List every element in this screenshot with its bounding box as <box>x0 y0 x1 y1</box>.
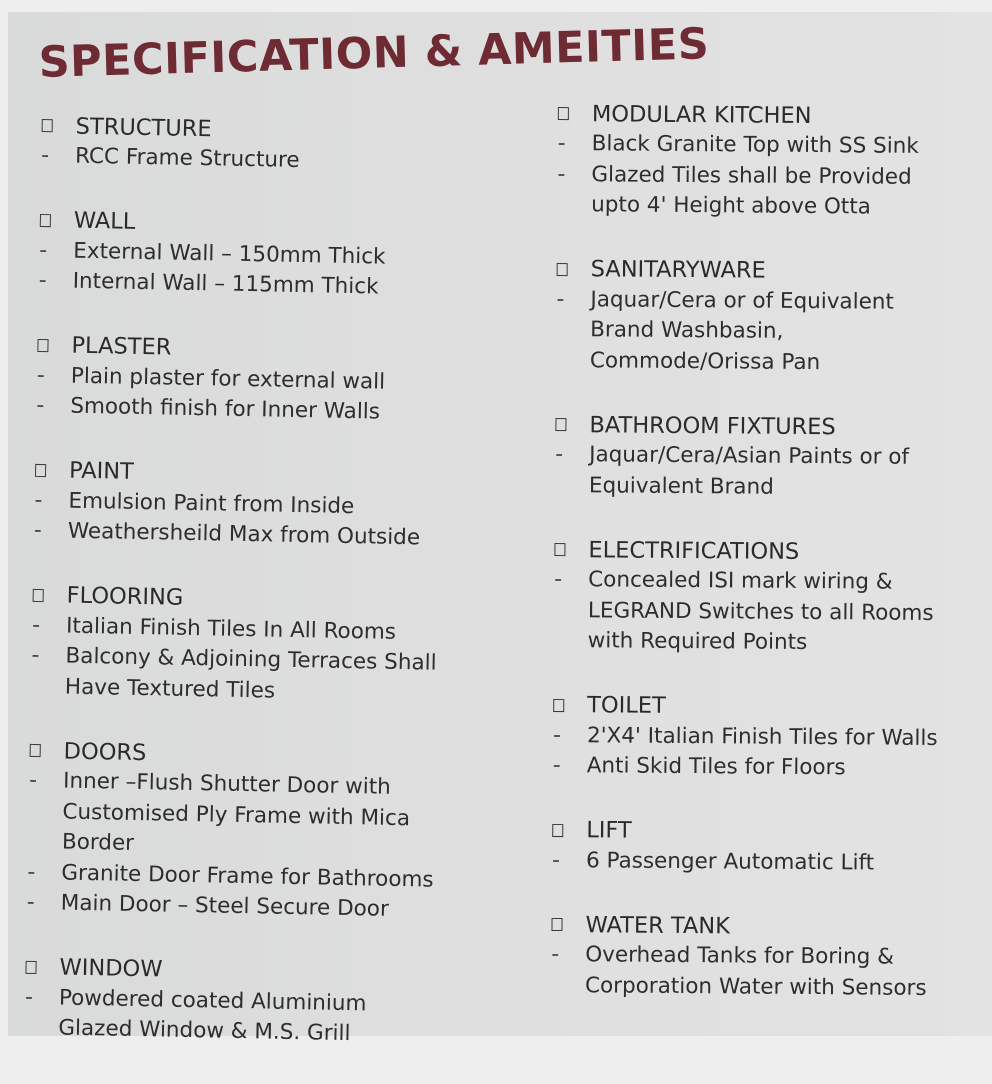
dash-bullet: - <box>557 161 566 187</box>
spec-item <box>24 982 431 1051</box>
spec-item-text <box>72 267 378 303</box>
spec-item-text <box>65 642 437 710</box>
dash-bullet: - <box>552 722 562 748</box>
checkbox-square-icon <box>25 960 36 973</box>
dash-bullet: - <box>555 441 564 468</box>
dash-bullet: - <box>31 642 40 669</box>
dash-bullet: - <box>40 142 50 169</box>
checkbox-square-icon <box>558 107 569 120</box>
spec-item-line: Anti Skid Tiles for Floors <box>586 753 846 781</box>
spec-item-line: Commode/Orissa Pan <box>589 347 821 375</box>
spec-item-text <box>592 129 919 162</box>
checkbox-square-icon <box>552 823 563 836</box>
spec-item <box>556 284 941 379</box>
section-heading-text: PAINT <box>68 457 135 485</box>
checkbox-square-icon <box>37 338 48 351</box>
section-heading <box>557 253 942 287</box>
dash-bullet: - <box>557 130 566 157</box>
spec-item-line: Powdered coated Aluminium <box>58 984 367 1016</box>
spec-item-line: Have Textured Tiles <box>64 674 276 704</box>
spec-item-line: Glazed Window & M.S. Grill <box>58 1015 351 1047</box>
spec-item-text <box>68 517 421 554</box>
spec-item-text <box>589 440 909 504</box>
section-doors <box>26 735 436 926</box>
spec-item-text <box>586 846 874 879</box>
section-plaster <box>36 329 444 429</box>
section-electrifications <box>554 534 940 660</box>
section-heading-text: WATER TANK <box>585 911 730 939</box>
section-bathroom-fixtures <box>555 409 940 504</box>
section-sanitaryware <box>556 253 942 379</box>
dash-bullet: - <box>554 566 563 593</box>
spec-item-line: Inner –Flush Shutter Door with <box>62 768 391 800</box>
dash-bullet: - <box>38 267 47 294</box>
section-heading-text: BATHROOM FIXTURES <box>589 411 836 440</box>
dash-bullet: - <box>34 487 43 513</box>
right-column <box>551 98 943 1037</box>
spec-item <box>554 565 939 660</box>
section-heading-text: ELECTRIFICATIONS <box>588 536 800 565</box>
spec-item-line: 2'X4' Italian Finish Tiles for Walls <box>586 722 938 751</box>
spec-item-line: Black Granite Top with SS Sink <box>591 131 919 159</box>
spec-item <box>31 641 438 710</box>
checkbox-square-icon <box>555 418 566 431</box>
section-toilet <box>553 689 938 784</box>
section-heading-text: PLASTER <box>71 332 172 361</box>
spec-item <box>557 159 942 223</box>
spec-item-line: External Wall – 150mm Thick <box>73 238 386 270</box>
section-heading-text: STRUCTURE <box>75 113 212 142</box>
spec-item <box>558 129 943 163</box>
spec-item-text <box>587 721 938 754</box>
section-heading <box>554 534 939 568</box>
page-title: SPECIFICATION & AMEITIES <box>38 19 710 88</box>
dash-bullet: - <box>551 847 561 873</box>
spec-item-line: Glazed Tiles shall be Provided <box>591 161 912 190</box>
section-modular-kitchen <box>557 98 943 224</box>
dash-bullet: - <box>39 237 48 263</box>
spec-item-line: Jaquar/Cera/Asian Paints or of <box>589 442 910 470</box>
checkbox-square-icon <box>553 698 564 711</box>
spec-item-line: upto 4' Height above Otta <box>591 192 872 220</box>
spec-item-line: Border <box>61 829 135 856</box>
spec-item-line: Jaquar/Cera or of Equivalent <box>590 286 895 315</box>
spec-item <box>551 940 936 1004</box>
spec-item-line: Plain plaster for external wall <box>70 363 386 395</box>
section-heading-text: DOORS <box>63 738 147 766</box>
dash-bullet: - <box>33 517 43 544</box>
section-lift <box>552 814 937 879</box>
spec-item-text <box>587 751 846 784</box>
spec-item <box>553 720 938 754</box>
section-heading <box>558 98 943 132</box>
dash-bullet: - <box>36 392 45 419</box>
spec-item-line: Balcony & Adjoining Terraces Shall <box>65 643 437 676</box>
dash-bullet: - <box>556 286 565 312</box>
dash-bullet: - <box>24 984 34 1010</box>
spec-item-line: with Required Points <box>587 628 808 655</box>
spec-item-line: Smooth finish for Inner Walls <box>70 393 381 425</box>
dash-bullet: - <box>27 859 36 885</box>
spec-item-line: Customised Ply Frame with Mica <box>62 799 411 831</box>
section-heading-text: TOILET <box>587 692 666 719</box>
spec-item <box>26 888 433 926</box>
spec-item <box>41 141 448 179</box>
spec-item-text <box>588 565 934 659</box>
section-heading-text: MODULAR KITCHEN <box>591 100 812 129</box>
spec-item-line: Equivalent Brand <box>588 472 774 500</box>
spec-sheet <box>8 12 992 1047</box>
dash-bullet: - <box>36 362 46 388</box>
spec-item-text <box>585 940 927 1004</box>
spec-item-line: Granite Door Frame for Bathrooms <box>61 860 434 893</box>
spec-item-text <box>70 392 380 428</box>
checkbox-square-icon <box>35 463 46 476</box>
spec-item-line: Internal Wall – 115mm Thick <box>72 268 379 300</box>
section-heading <box>555 409 940 443</box>
section-heading-text: WINDOW <box>59 954 163 983</box>
dash-bullet: - <box>26 889 35 916</box>
dash-bullet: - <box>31 612 41 638</box>
spec-item <box>553 751 938 785</box>
section-heading <box>553 689 938 723</box>
spec-item <box>34 516 441 554</box>
spec-item-line: Main Door – Steel Secure Door <box>60 890 390 922</box>
section-paint <box>34 454 442 554</box>
spec-item-text <box>590 285 894 379</box>
checkbox-square-icon <box>40 213 51 226</box>
spec-item <box>28 766 436 865</box>
section-flooring <box>31 579 440 709</box>
checkbox-square-icon <box>42 119 53 132</box>
spec-item-text <box>62 767 411 865</box>
checkbox-square-icon <box>554 543 565 556</box>
spec-item-text <box>60 889 389 926</box>
checkbox-square-icon <box>557 262 568 275</box>
section-heading-text: SANITARYWARE <box>590 256 766 284</box>
spec-item-line: Emulsion Paint from Inside <box>68 488 355 519</box>
checkbox-square-icon <box>551 918 562 931</box>
spec-item-text <box>58 983 367 1050</box>
dash-bullet: - <box>28 767 38 794</box>
spec-item-line: LEGRAND Switches to all Rooms <box>587 597 934 626</box>
section-heading-text: FLOORING <box>66 582 184 611</box>
section-heading <box>552 814 937 848</box>
spec-item-line: Weathersheild Max from Outside <box>67 518 421 551</box>
spec-item-line: Concealed ISI mark wiring & <box>588 567 893 595</box>
spec-item-text <box>75 142 300 177</box>
section-structure <box>41 110 448 179</box>
spec-item-line: Corporation Water with Sensors <box>584 972 927 1001</box>
section-heading-text: LIFT <box>586 817 632 844</box>
section-heading-text: WALL <box>73 207 136 235</box>
checkbox-square-icon <box>33 588 44 601</box>
dash-bullet: - <box>552 752 561 779</box>
section-window <box>24 951 432 1051</box>
spec-item-text <box>591 160 912 224</box>
dash-bullet: - <box>551 941 560 968</box>
section-wall <box>38 204 446 304</box>
spec-item <box>552 845 937 879</box>
checkbox-square-icon <box>30 744 41 757</box>
spec-item-line: Overhead Tanks for Boring & <box>585 942 895 970</box>
spec-item-line: Brand Washbasin, <box>590 317 784 344</box>
spec-item-line: 6 Passenger Automatic Lift <box>585 847 875 876</box>
left-column <box>23 110 448 1084</box>
spec-item-line: Italian Finish Tiles In All Rooms <box>65 613 397 645</box>
spec-item-line: RCC Frame Structure <box>74 143 300 173</box>
section-heading <box>551 909 936 943</box>
spec-item <box>555 440 940 504</box>
section-water-tank <box>551 909 936 1004</box>
